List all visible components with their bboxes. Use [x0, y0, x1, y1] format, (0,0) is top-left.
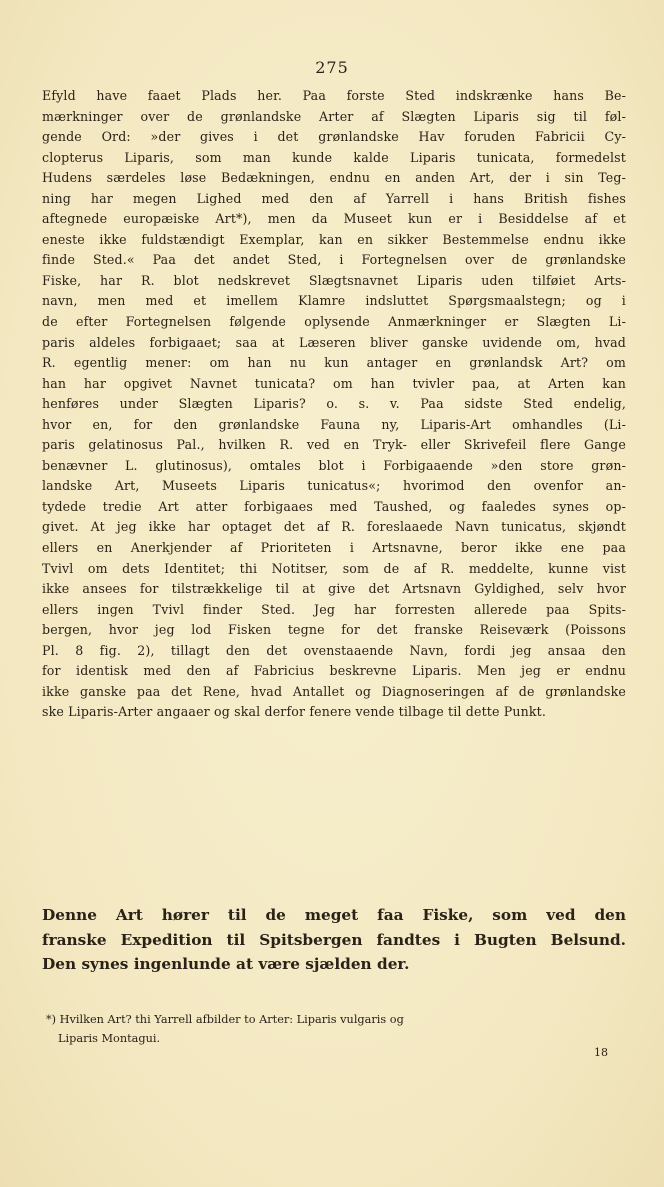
page-number: 275	[315, 58, 349, 77]
text-line: mærkninger over de grønlandske Arter af Slægten Liparis sig til føl-	[42, 108, 626, 124]
footnote-line: Liparis Montagui.	[58, 1032, 161, 1045]
emphasis-line: Den synes ingenlunde at være sjælden der.	[42, 955, 410, 974]
text-line: R. egentlig mener: om han nu kun antager en grønlandsk Art? om	[42, 355, 626, 371]
text-line: ikke ansees for tilstrækkelige til at give det Artsnavn Gyldighed, selv hvor	[42, 581, 626, 597]
text-line: for identisk med den af Fabricius beskrevne Liparis. Men jeg er endnu	[42, 663, 626, 679]
emphasis-line: franske Expedition til Spitsbergen fandtes i Bugten Belsund.	[42, 930, 626, 949]
text-line: Pl. 8 fig. 2), tillagt den det ovenstaaende Navn, fordi jeg ansaa den	[42, 642, 626, 658]
printer-signature: 18	[594, 1046, 608, 1059]
text-line: de efter Fortegnelsen følgende oplysende Anmærkninger er Slægten Li-	[42, 314, 626, 330]
emphasis-paragraph	[42, 903, 626, 977]
text-line: eneste ikke fuldstændigt Exemplar, kan en sikker Bestemmelse endnu ikke	[42, 231, 626, 247]
text-line: ellers ingen Tvivl finder Sted. Jeg har forresten allerede paa Spits-	[42, 601, 626, 617]
text-line: Efyld have faaet Plads her. Paa forste Sted indskrænke hans Be-	[42, 88, 626, 103]
text-line: paris aldeles forbigaaet; saa at Læseren bliver ganske uvidende om, hvad	[42, 334, 626, 350]
text-line: benævner L. glutinosus), omtales blot i Forbigaaende »den store grøn-	[42, 457, 626, 473]
text-line: han har opgivet Navnet tunicata? om han tvivler paa, at Arten kan	[42, 375, 626, 391]
text-line: Fiske, har R. blot nedskrevet Slægtsnavnet Liparis uden tilføiet Arts-	[42, 272, 626, 288]
text-line: navn, men med et imellem Klamre indsluttet Spørgsmaalstegn; og i	[42, 293, 626, 309]
text-line: ikke ganske paa det Rene, hvad Antallet og Diagnoseringen af de grønlandske	[42, 683, 626, 699]
text-line: finde Sted.« Paa det andet Sted, i Fortegnelsen over de grønlandske	[42, 252, 626, 268]
footnote	[46, 1010, 606, 1048]
text-line: tydede tredie Art atter forbigaaes med Taushed, og faaledes synes op-	[42, 498, 626, 514]
text-line: henføres under Slægten Liparis? o. s. v. Paa sidste Sted endelig,	[42, 396, 626, 412]
text-line: givet. At jeg ikke har optaget det af R. foreslaaede Navn tunicatus, skjøndt	[42, 519, 626, 535]
text-line: aftegnede europæiske Art*), men da Museet kun er i Besiddelse af et	[42, 211, 626, 227]
text-line: clopterus Liparis, som man kunde kalde Liparis tunicata, formedelst	[42, 149, 626, 165]
text-line: ellers en Anerkjender af Prioriteten i Artsnavne, beror ikke ene paa	[42, 540, 626, 556]
footnote-line: *) Hvilken Art? thi Yarrell afbilder to Arter: Liparis vulgaris og	[46, 1013, 404, 1026]
text-line: paris gelatinosus Pal., hvilken R. ved en Tryk- eller Skrivefeil flere Gange	[42, 437, 626, 453]
text-line: hvor en, for den grønlandske Fauna ny, Liparis-Art omhandles (Li-	[42, 416, 626, 432]
emphasis-line: Denne Art hører til de meget faa Fiske, som ved den	[42, 906, 626, 924]
text-line: gende Ord: »der gives i det grønlandske Hav foruden Fabricii Cy-	[42, 129, 626, 145]
body-paragraph	[42, 86, 626, 723]
text-line: bergen, hvor jeg lod Fisken tegne for det franske Reiseværk (Poissons	[42, 622, 626, 638]
text-line: Hudens særdeles løse Bedækningen, endnu en anden Art, der i sin Teg-	[42, 170, 626, 186]
text-line: Tvivl om dets Identitet; thi Notitser, som de af R. meddelte, kunne vist	[42, 560, 626, 576]
text-line: landske Art, Museets Liparis tunicatus«; hvorimod den ovenfor an-	[42, 478, 626, 494]
text-line: ske Liparis-Arter angaaer og skal derfor fenere vende tilbage til dette Punkt.	[42, 704, 547, 720]
text-line: ning har megen Lighed med den af Yarrell i hans British fishes	[42, 190, 626, 206]
